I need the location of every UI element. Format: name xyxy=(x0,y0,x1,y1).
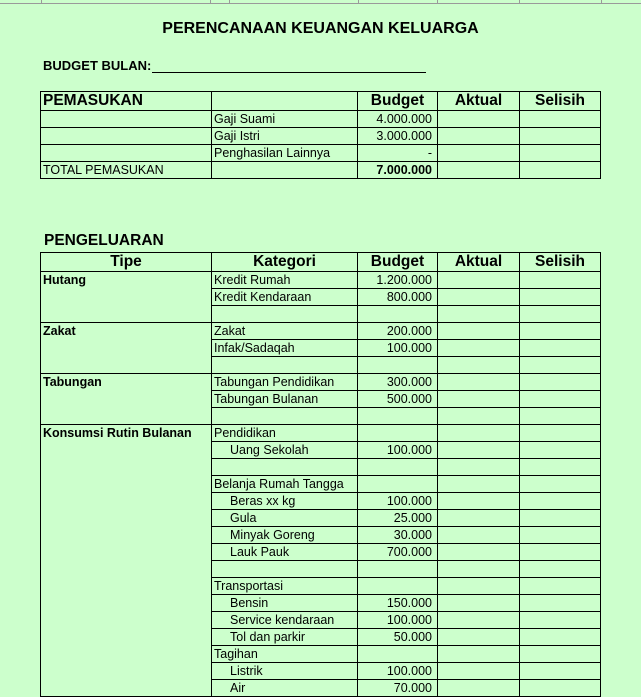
header-selisih: Selisih xyxy=(520,92,601,111)
total-label: TOTAL PEMASUKAN xyxy=(41,162,212,179)
income-budget[interactable]: 4.000.000 xyxy=(358,111,438,128)
expense-aktual[interactable] xyxy=(438,527,520,544)
expense-budget[interactable]: 100.000 xyxy=(358,663,438,680)
expense-kategori[interactable]: Transportasi xyxy=(212,578,358,595)
header-aktual: Aktual xyxy=(438,92,520,111)
expense-aktual[interactable] xyxy=(438,680,520,697)
expense-kategori[interactable] xyxy=(212,459,358,476)
budget-bulan-input-line[interactable] xyxy=(152,72,426,73)
expense-budget[interactable]: 100.000 xyxy=(358,340,438,357)
income-selisih[interactable] xyxy=(520,128,601,145)
income-aktual[interactable] xyxy=(438,128,520,145)
income-row xyxy=(41,111,601,128)
expense-tipe: Konsumsi Rutin Bulanan xyxy=(41,425,212,697)
expense-selisih[interactable] xyxy=(520,425,601,442)
expense-selisih[interactable] xyxy=(520,663,601,680)
expense-kategori[interactable]: Service kendaraan xyxy=(212,612,358,629)
cell[interactable] xyxy=(212,162,358,179)
header-aktual: Aktual xyxy=(438,253,520,272)
income-section-label: PEMASUKAN xyxy=(41,92,212,111)
expense-header-row xyxy=(41,253,601,272)
income-budget[interactable]: - xyxy=(358,145,438,162)
expense-budget[interactable]: 300.000 xyxy=(358,374,438,391)
expense-kategori[interactable]: Tabungan Pendidikan xyxy=(212,374,358,391)
expense-kategori[interactable]: Bensin xyxy=(212,595,358,612)
income-total-row xyxy=(41,162,601,179)
income-header-row xyxy=(41,92,601,111)
expense-kategori[interactable]: Pendidikan xyxy=(212,425,358,442)
expense-aktual[interactable] xyxy=(438,391,520,408)
expense-selisih[interactable] xyxy=(520,493,601,510)
expense-aktual[interactable] xyxy=(438,323,520,340)
expense-aktual[interactable] xyxy=(438,578,520,595)
total-budget[interactable]: 7.000.000 xyxy=(358,162,438,179)
expense-aktual[interactable] xyxy=(438,340,520,357)
expense-row xyxy=(41,323,601,340)
expense-aktual[interactable] xyxy=(438,306,520,323)
expense-selisih[interactable] xyxy=(520,646,601,663)
expense-budget[interactable]: 800.000 xyxy=(358,289,438,306)
expense-selisih[interactable] xyxy=(520,289,601,306)
income-kategori[interactable]: Penghasilan Lainnya xyxy=(212,145,358,162)
income-table xyxy=(40,91,601,179)
expense-budget[interactable] xyxy=(358,408,438,425)
expense-aktual[interactable] xyxy=(438,425,520,442)
expense-budget[interactable]: 100.000 xyxy=(358,612,438,629)
expense-aktual[interactable] xyxy=(438,493,520,510)
income-empty-cell[interactable] xyxy=(41,111,212,128)
expense-selisih[interactable] xyxy=(520,272,601,289)
expense-kategori[interactable]: Kredit Rumah xyxy=(212,272,358,289)
expense-budget[interactable] xyxy=(358,357,438,374)
expense-kategori[interactable]: Lauk Pauk xyxy=(212,544,358,561)
expense-budget[interactable]: 150.000 xyxy=(358,595,438,612)
expense-kategori[interactable]: Infak/Sadaqah xyxy=(212,340,358,357)
header-tipe: Tipe xyxy=(41,253,212,272)
expense-kategori[interactable] xyxy=(212,306,358,323)
expense-aktual[interactable] xyxy=(438,544,520,561)
expense-section-label: PENGELUARAN xyxy=(44,232,164,249)
expense-budget[interactable] xyxy=(358,459,438,476)
expense-kategori[interactable]: Tol dan parkir xyxy=(212,629,358,646)
expense-kategori[interactable]: Tabungan Bulanan xyxy=(212,391,358,408)
expense-kategori[interactable] xyxy=(212,408,358,425)
expense-selisih[interactable] xyxy=(520,510,601,527)
expense-selisih[interactable] xyxy=(520,612,601,629)
expense-selisih[interactable] xyxy=(520,629,601,646)
expense-budget[interactable]: 100.000 xyxy=(358,442,438,459)
income-row xyxy=(41,128,601,145)
expense-kategori[interactable]: Minyak Goreng xyxy=(212,527,358,544)
expense-kategori[interactable]: Air xyxy=(212,680,358,697)
expense-aktual[interactable] xyxy=(438,510,520,527)
expense-row xyxy=(41,425,601,442)
expense-aktual[interactable] xyxy=(438,357,520,374)
expense-aktual[interactable] xyxy=(438,663,520,680)
expense-kategori[interactable]: Tagihan xyxy=(212,646,358,663)
expense-budget[interactable]: 100.000 xyxy=(358,493,438,510)
expense-selisih[interactable] xyxy=(520,374,601,391)
header-selisih: Selisih xyxy=(520,253,601,272)
expense-budget[interactable]: 25.000 xyxy=(358,510,438,527)
expense-selisih[interactable] xyxy=(520,323,601,340)
income-selisih[interactable] xyxy=(520,145,601,162)
page-title: PERENCANAAN KEUANGAN KELUARGA xyxy=(162,20,479,37)
expense-budget[interactable] xyxy=(358,476,438,493)
expense-kategori[interactable] xyxy=(212,357,358,374)
expense-aktual[interactable] xyxy=(438,374,520,391)
expense-budget[interactable]: 200.000 xyxy=(358,323,438,340)
expense-kategori[interactable]: Gula xyxy=(212,510,358,527)
expense-selisih[interactable] xyxy=(520,340,601,357)
header-budget: Budget xyxy=(358,253,438,272)
expense-kategori[interactable]: Beras xx kg xyxy=(212,493,358,510)
expense-selisih[interactable] xyxy=(520,306,601,323)
income-budget[interactable]: 3.000.000 xyxy=(358,128,438,145)
expense-budget[interactable]: 30.000 xyxy=(358,527,438,544)
expense-aktual[interactable] xyxy=(438,612,520,629)
expense-selisih[interactable] xyxy=(520,544,601,561)
expense-selisih[interactable] xyxy=(520,391,601,408)
expense-selisih[interactable] xyxy=(520,442,601,459)
income-kategori[interactable]: Gaji Suami xyxy=(212,111,358,128)
expense-selisih[interactable] xyxy=(520,357,601,374)
expense-aktual[interactable] xyxy=(438,289,520,306)
income-empty-cell[interactable] xyxy=(41,145,212,162)
expense-aktual[interactable] xyxy=(438,442,520,459)
expense-aktual[interactable] xyxy=(438,629,520,646)
income-row xyxy=(41,145,601,162)
expense-aktual[interactable] xyxy=(438,646,520,663)
expense-row xyxy=(41,272,601,289)
expense-tipe: Tabungan xyxy=(41,374,212,425)
expense-kategori[interactable]: Belanja Rumah Tangga xyxy=(212,476,358,493)
total-selisih[interactable] xyxy=(520,162,601,179)
expense-selisih[interactable] xyxy=(520,595,601,612)
expense-selisih[interactable] xyxy=(520,408,601,425)
spreadsheet-gridlines xyxy=(0,0,641,4)
expense-aktual[interactable] xyxy=(438,561,520,578)
expense-budget[interactable] xyxy=(358,425,438,442)
expense-aktual[interactable] xyxy=(438,476,520,493)
expense-budget[interactable]: 70.000 xyxy=(358,680,438,697)
header-kategori: Kategori xyxy=(212,253,358,272)
income-selisih[interactable] xyxy=(520,111,601,128)
expense-selisih[interactable] xyxy=(520,476,601,493)
expense-kategori[interactable]: Uang Sekolah xyxy=(212,442,358,459)
income-kategori[interactable]: Gaji Istri xyxy=(212,128,358,145)
expense-selisih[interactable] xyxy=(520,459,601,476)
expense-table xyxy=(40,252,601,697)
expense-budget[interactable] xyxy=(358,306,438,323)
expense-budget[interactable] xyxy=(358,578,438,595)
header-budget: Budget xyxy=(358,92,438,111)
expense-budget[interactable] xyxy=(358,561,438,578)
expense-selisih[interactable] xyxy=(520,561,601,578)
expense-tipe: Zakat xyxy=(41,323,212,374)
expense-budget[interactable]: 500.000 xyxy=(358,391,438,408)
expense-budget[interactable]: 700.000 xyxy=(358,544,438,561)
expense-selisih[interactable] xyxy=(520,680,601,697)
income-aktual[interactable] xyxy=(438,111,520,128)
expense-aktual[interactable] xyxy=(438,459,520,476)
expense-kategori[interactable]: Zakat xyxy=(212,323,358,340)
expense-kategori[interactable]: Kredit Kendaraan xyxy=(212,289,358,306)
expense-selisih[interactable] xyxy=(520,527,601,544)
income-header-empty[interactable] xyxy=(212,92,358,111)
expense-budget[interactable]: 50.000 xyxy=(358,629,438,646)
expense-row xyxy=(41,374,601,391)
expense-aktual[interactable] xyxy=(438,408,520,425)
expense-aktual[interactable] xyxy=(438,272,520,289)
expense-aktual[interactable] xyxy=(438,595,520,612)
income-aktual[interactable] xyxy=(438,145,520,162)
expense-selisih[interactable] xyxy=(520,578,601,595)
expense-kategori[interactable] xyxy=(212,561,358,578)
expense-kategori[interactable]: Listrik xyxy=(212,663,358,680)
income-empty-cell[interactable] xyxy=(41,128,212,145)
expense-budget[interactable]: 1.200.000 xyxy=(358,272,438,289)
expense-tipe: Hutang xyxy=(41,272,212,323)
budget-bulan-label: BUDGET BULAN: xyxy=(43,58,152,73)
total-aktual[interactable] xyxy=(438,162,520,179)
expense-budget[interactable] xyxy=(358,646,438,663)
